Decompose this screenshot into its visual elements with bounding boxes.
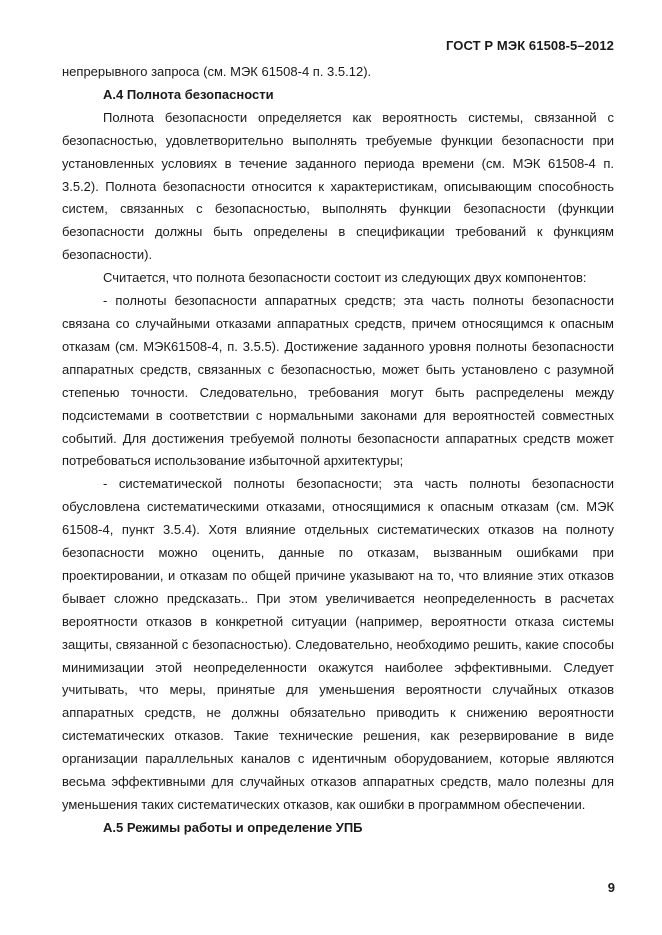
paragraph-components-intro: Считается, что полнота безопасности состоит из следующих двух компонентов: xyxy=(103,270,587,286)
section-heading-a5: А.5 Режимы работы и определение УПБ xyxy=(103,819,363,835)
section-heading-a4: А.4 Полнота безопасности xyxy=(103,86,274,102)
document-body xyxy=(62,61,614,840)
paragraph-continuation: непрерывного запроса (см. МЭК 61508-4 п. 3.5.12). xyxy=(62,64,372,79)
standard-code-header: ГОСТ Р МЭК 61508-5–2012 xyxy=(446,38,614,53)
list-item-hardware-integrity: - полноты безопасности аппаратных средств; эта часть полноты безопасности связана со случайными отказами аппаратных средств, причем относящимся к опасным отказам (см. МЭК61508-4, п. 3.5.5). Достижение заданного уровня полноты безопасности аппаратных средств, связанных с безопасностью, может быть установлено с разумной степенью точности. Следовательно, требования могут быть распределены между подсистемами в соответствии с нормальными законами для вероятностей совместных событий. Для достижения требуемой полноты безопасности аппаратных средств может потребоваться использование избыточной архитектуры; xyxy=(62,293,614,469)
page-number: 9 xyxy=(607,880,615,895)
list-item-systematic-integrity: - систематической полноты безопасности; эта часть полноты безопасности обусловлена систематическими отказами, относящимися к опасным отказам (см. МЭК 61508-4, пункт 3.5.4). Хотя влияние отдельных систематических отказов на полноту безопасности можно оценить, данные по отказам, вызванным ошибками при проектировании, и отказам по общей причине указывают на то, что влияние этих отказов бывает сложно предсказать.. При этом увеличивается неопределенность в расчетах вероятности отказов в конкретной ситуации (например, вероятности отказа системы защиты, связанной с безопасностью). Следовательно, необходимо решить, какие способы минимизации этой неопределенности окажутся наиболее эффективными. Следует учитывать, что меры, принятые для уменьшения вероятности случайных отказов аппаратных средств, не должны обязательно приводить к снижению вероятности систематических отказов. Такие технические решения, как резервирование в виде организации параллельных каналов с идентичным оборудованием, которые являются весьма эффективными для случайных отказов аппаратных средств, мало полезны для уменьшения таких систематических отказов, как ошибки в программном обеспечении. xyxy=(62,476,614,812)
paragraph-definition: Полнота безопасности определяется как вероятность системы, связанной с безопасностью, удовлетворительно выполнять требуемые функции безопасности при установленных условиях в течение заданного периода времени (см. МЭК 61508-4 п. 3.5.2). Полнота безопасности относится к характеристикам, описывающим способность систем, связанных с безопасностью, выполнять функции безопасности (функции безопасности должны быть определены в спецификации требований к функциям безопасности). xyxy=(62,109,614,263)
